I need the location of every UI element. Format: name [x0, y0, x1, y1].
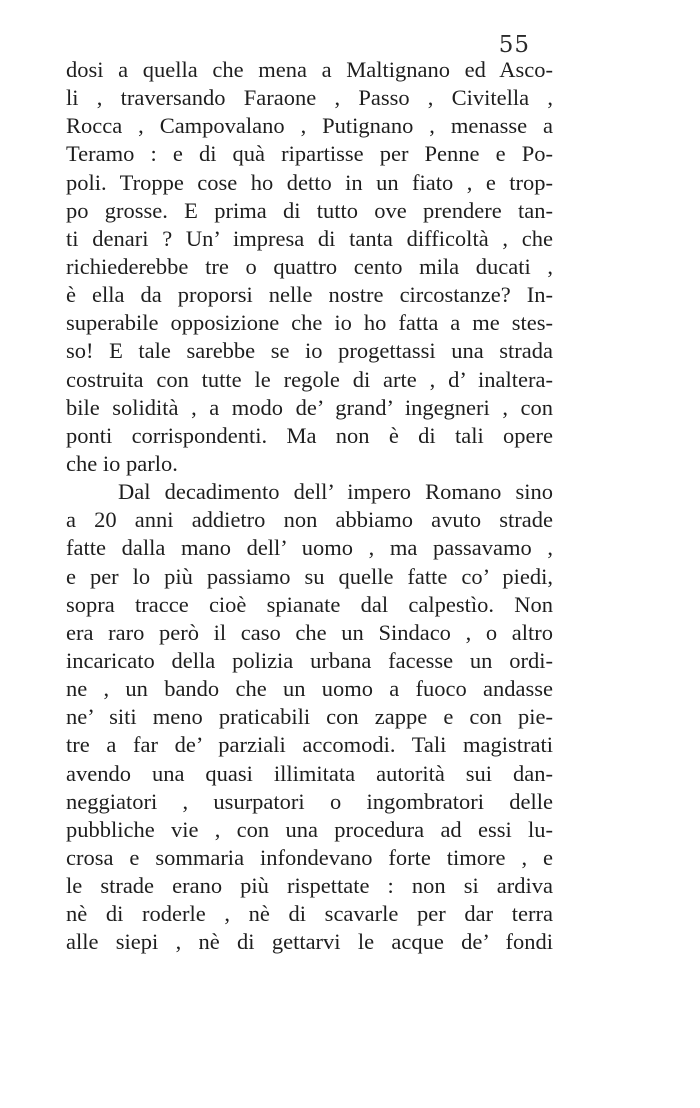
body-text [66, 56, 553, 957]
text-line: crosa e sommaria infondevano forte timore , e [66, 844, 553, 870]
text-line: ponti corrispondenti. Ma non è di tali opere [66, 422, 553, 448]
text-line: ti denari ? Un’ impresa di tanta difficoltà , che [66, 225, 553, 251]
text-line: che io parlo. [66, 450, 178, 476]
text-line: e per lo più passiamo su quelle fatte co’ piedi, [66, 563, 553, 589]
text-line: costruita con tutte le regole di arte , d’ inaltera- [66, 366, 553, 392]
text-line: era raro però il caso che un Sindaco , o altro [66, 619, 553, 645]
text-line: avendo una quasi illimitata autorità sui dan- [66, 760, 553, 786]
text-line: bile solidità , a modo de’ grand’ ingegneri , con [66, 394, 553, 420]
text-line: sopra tracce cioè spianate dal calpestìo. Non [66, 591, 553, 617]
text-line: a 20 anni addietro non abbiamo avuto strade [66, 507, 553, 533]
text-line: ne’ siti meno praticabili con zappe e con pie- [66, 704, 553, 730]
text-line: Teramo : e di quà ripartisse per Penne e Po- [66, 141, 553, 167]
text-line: po grosse. E prima di tutto ove prendere tan- [66, 197, 553, 223]
text-line: Dal decadimento dell’ impero Romano sino [118, 479, 553, 505]
text-line: dosi a quella che mena a Maltignano ed Asco- [66, 57, 553, 82]
text-line: li , traversando Faraone , Passo , Civitella , [66, 85, 553, 111]
text-line: richiederebbe tre o quattro cento mila ducati , [66, 253, 553, 279]
page-number: 55 [498, 32, 530, 58]
text-line: poli. Troppe cose ho detto in un fiato , e trop- [66, 169, 553, 195]
text-line: tre a far de’ parziali accomodi. Tali magistrati [66, 732, 553, 758]
text-line: alle siepi , nè di gettarvi le acque de’ fondi [66, 929, 553, 955]
text-line: le strade erano più rispettate : non si ardiva [66, 873, 553, 899]
text-line: superabile opposizione che io ho fatta a me stes- [66, 310, 553, 336]
text-line: nè di roderle , nè di scavarle per dar terra [66, 901, 553, 927]
text-line: Rocca , Campovalano , Putignano , menasse a [66, 113, 553, 139]
text-line: pubbliche vie , con una procedura ad essi lu- [66, 816, 553, 842]
text-line: ne , un bando che un uomo a fuoco andasse [66, 676, 553, 702]
text-line: incaricato della polizia urbana facesse un ordi- [66, 647, 553, 673]
text-line: è ella da proporsi nelle nostre circostanze? In- [66, 282, 553, 308]
text-line: so! E tale sarebbe se io progettassi una strada [66, 338, 553, 364]
text-line: neggiatori , usurpatori o ingombratori delle [66, 788, 553, 814]
text-line: fatte dalla mano dell’ uomo , ma passavamo , [66, 535, 553, 561]
